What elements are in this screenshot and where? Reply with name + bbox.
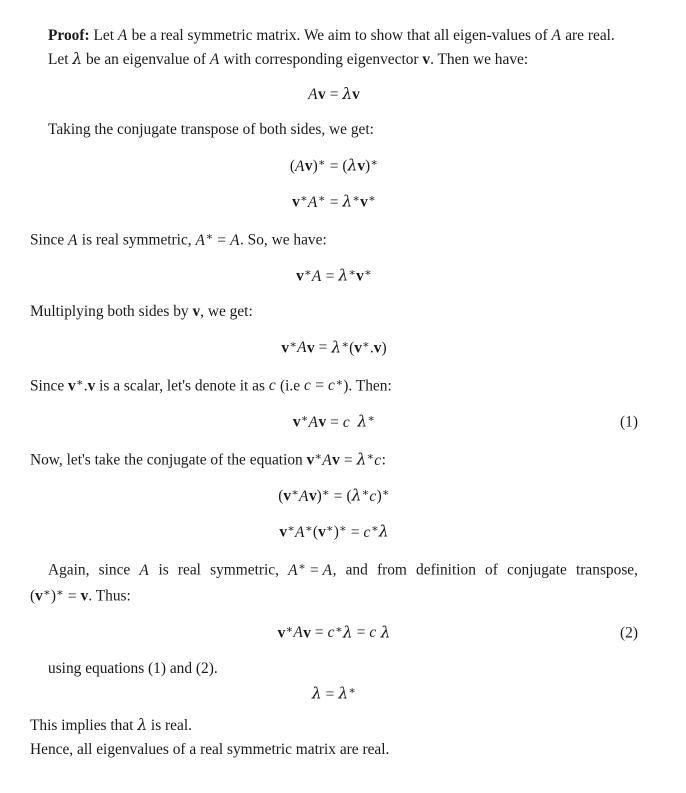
equation-vstar-av-lambda: v∗Av = λ∗(v∗.v) [281,338,387,357]
proof-intro-text: Let A be a real symmetric matrix. We aim to show that all eigen‑values of A are real. [89,27,615,44]
equation-conjugate-vav: (v∗Av)∗ = (λ∗c)∗ [278,486,390,505]
paragraph-eigenvalue-setup: Let λ be an eigenvalue of A with corresponding eigenvector v. Then we have: [48,49,529,68]
paragraph-proof-intro [30,24,638,48]
equation-vstar-astar: v∗A∗ = λ∗v∗ [292,192,376,211]
paragraph-take-conjugate: Now, let's take the conjugate of the equation v∗Av = λ∗c: [30,450,386,469]
paragraph-implies-real: This implies that λ is real. [30,716,192,735]
equation-1: v∗Av = c λ∗ (1) [292,412,638,431]
paragraph-multiply-by-v: Multiplying both sides by v, we get: [30,303,253,321]
equation-vstar-a: v∗A = λ∗v∗ [296,266,372,285]
equation-number-2: (2) [620,623,638,641]
paragraph-conclusion: Hence, all eigenvalues of a real symmetric matrix are real. [30,740,390,758]
equation-2: v∗Av = c∗λ = c λ (2) [277,623,638,642]
equation-number-1: (1) [620,413,638,431]
paragraph-scalar-c: Since v∗.v is a scalar, let's denote it as c (i.e c = c∗). Then: [30,376,392,395]
paragraph-again-symmetric: Again, since A is real symmetric, A∗ = A, and from definition of conjugate transpose, (v∗)∗ = v. Thus: [30,561,638,606]
paragraph-using-equations: using equations (1) and (2). [48,659,218,677]
equation-lambda-equals-lambda-star: λ = λ∗ [311,684,356,703]
paragraph-real-symmetric: Since A is real symmetric, A∗ = A. So, we have: [30,231,327,249]
paragraph-conjugate-transpose: Taking the conjugate transpose of both sides, we get: [48,121,374,139]
proof-label: Proof: [48,27,90,44]
proof-body [30,24,638,761]
equation-expand-conjugate: v∗A∗(v∗)∗ = c∗λ [279,522,389,541]
equation-conjugate-both-sides: (Av)∗ = (λv)∗ [289,156,378,175]
equation-av-equals-lambda-v: Av = λv [308,85,360,103]
